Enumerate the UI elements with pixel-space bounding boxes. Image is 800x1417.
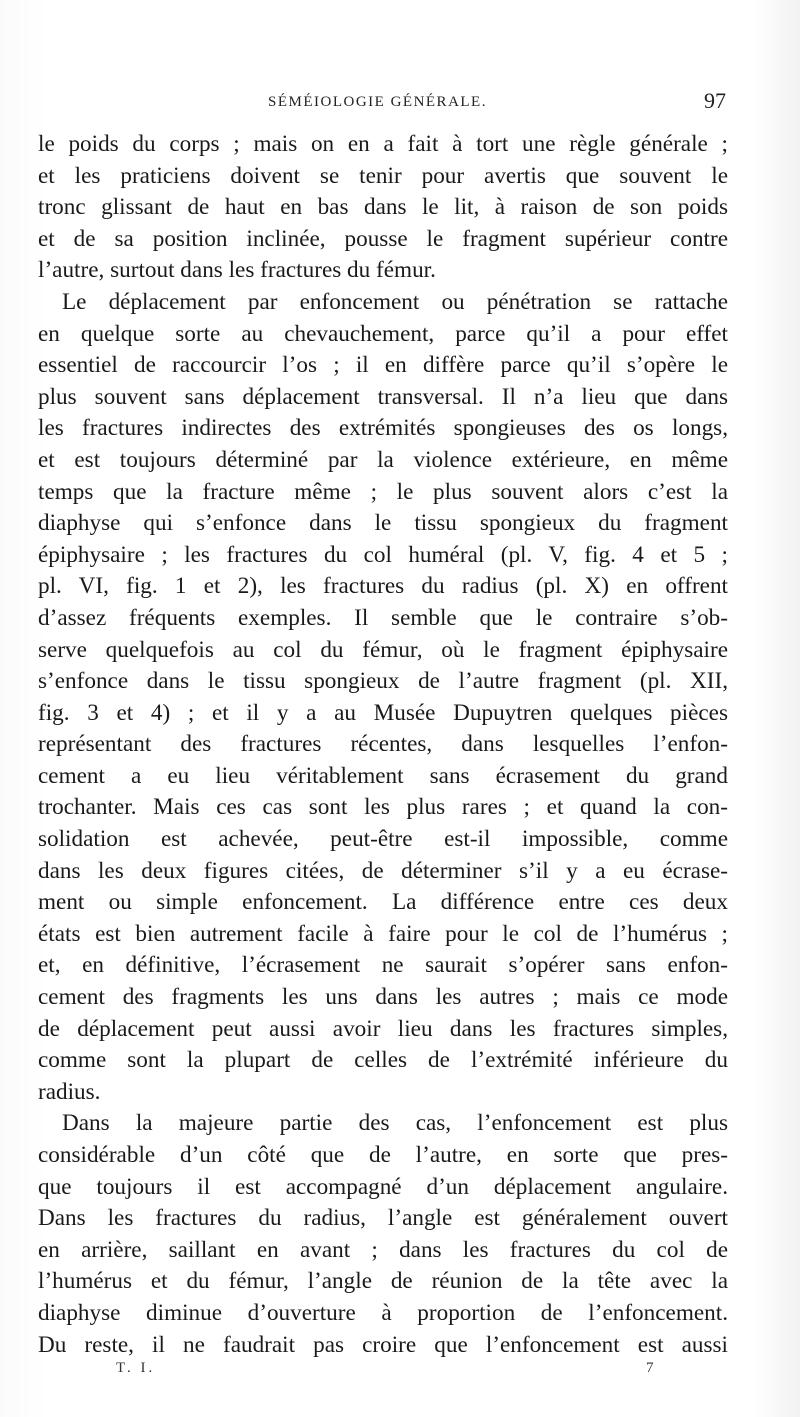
text-line: et de sa position inclinée, pousse le fragment supérieur contre	[38, 225, 728, 252]
text-line: serve quelquefois au col du fémur, où le fragment épiphysaire	[38, 636, 728, 663]
paragraph-start-line: Le déplacement par enfoncement ou pénétration se rattache	[62, 288, 728, 315]
text-line: tronc glissant de haut en bas dans le lit, à raison de son poids	[38, 194, 728, 221]
text-line: considérable d’un côté que de l’autre, en sorte que pres-	[38, 1142, 728, 1168]
text-line: Dans les fractures du radius, l’angle est généralement ouvert	[38, 1205, 728, 1232]
text-line: et est toujours déterminé par la violence extérieure, en même	[38, 446, 728, 473]
text-line: plus souvent sans déplacement transversal. Il n’a lieu que dans	[38, 383, 728, 410]
text-line: l’humérus et du fémur, l’angle de réunion de la tête avec la	[38, 1268, 728, 1295]
text-line: comme sont la plupart de celles de l’extrémité inférieure du	[38, 1047, 728, 1074]
running-title: SÉMÉIOLOGIE GÉNÉRALE.	[268, 94, 487, 110]
text-line: solidation est achevée, peut-être est-il impossible, comme	[38, 826, 728, 853]
text-line: cement a eu lieu véritablement sans écrasement du grand	[38, 762, 728, 789]
paragraph-start-line: Dans la majeure partie des cas, l’enfoncement est plus	[62, 1110, 728, 1137]
text-line: trochanter. Mais ces cas sont les plus rares ; et quand la con-	[38, 794, 728, 821]
text-line: de déplacement peut aussi avoir lieu dans les fractures simples,	[38, 1015, 728, 1042]
text-line: états est bien autrement facile à faire pour le col de l’humérus ;	[38, 920, 728, 947]
page-header	[38, 88, 728, 118]
text-line: et les praticiens doivent se tenir pour avertis que souvent le	[38, 162, 728, 189]
text-line: d’assez fréquents exemples. Il semble que le contraire s’ob-	[38, 604, 728, 631]
page-footer	[38, 1360, 728, 1384]
gathering-signature: 7	[646, 1360, 654, 1376]
text-line: cement des fragments les uns dans les autres ; mais ce mode	[38, 984, 728, 1011]
text-line: les fractures indirectes des extrémités spongieuses des os longs,	[38, 415, 728, 442]
text-line: dans les deux figures citées, de déterminer s’il y a eu écrase-	[38, 857, 728, 884]
text-line: en quelque sorte au chevauchement, parce qu’il a pour effet	[38, 320, 728, 347]
text-line: représentant des fractures récentes, dans lesquelles l’enfon-	[38, 731, 728, 758]
text-line: le poids du corps ; mais on en a fait à tort une règle générale ;	[38, 131, 728, 157]
text-line: fig. 3 et 4) ; et il y a au Musée Dupuytren quelques pièces	[38, 699, 728, 726]
text-line: épiphysaire ; les fractures du col huméral (pl. V, fig. 4 et 5 ;	[38, 541, 728, 568]
paragraph-end-line: radius.	[38, 1078, 101, 1105]
text-line: que toujours il est accompagné d’un déplacement angulaire.	[38, 1173, 728, 1200]
text-line: ment ou simple enfoncement. La différence entre ces deux	[38, 889, 728, 916]
text-line: diaphyse diminue d’ouverture à proportion de l’enfoncement.	[38, 1299, 728, 1326]
text-line: pl. VI, fig. 1 et 2), les fractures du radius (pl. X) en offrent	[38, 573, 728, 600]
text-line: Du reste, il ne faudrait pas croire que l’enfoncement est aussi	[38, 1331, 728, 1358]
text-line: temps que la fracture même ; le plus souvent alors c’est la	[38, 478, 728, 505]
text-line: s’enfonce dans le tissu spongieux de l’autre fragment (pl. XII,	[38, 668, 728, 695]
text-line: diaphyse qui s’enfonce dans le tissu spongieux du fragment	[38, 510, 728, 537]
page-number: 97	[704, 88, 726, 113]
text-line: en arrière, saillant en avant ; dans les fractures du col de	[38, 1236, 728, 1263]
paragraph-end-line: l’autre, surtout dans les fractures du fémur.	[38, 257, 436, 284]
text-line: essentiel de raccourcir l’os ; il en diffère parce qu’il s’opère le	[38, 352, 728, 379]
volume-signature: T. I.	[116, 1360, 156, 1376]
body-text	[38, 129, 728, 1361]
text-line: et, en définitive, l’écrasement ne saurait s’opérer sans enfon-	[38, 952, 728, 979]
